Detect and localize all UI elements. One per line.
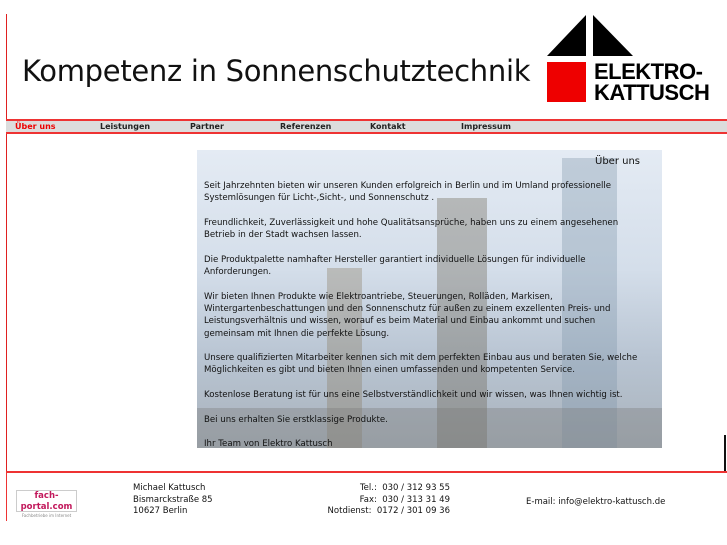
nav-impressum[interactable]: Impressum xyxy=(461,122,511,131)
headline: Kompetenz in Sonnenschutztechnik xyxy=(22,54,531,88)
paragraph: Unsere qualifizierten Mitarbeiter kennen sich mit dem perfekten Einbau aus und beraten Sie, welche Möglichkeiten es gibt und bieten Ihnen einen umfassenden und kompetenten Service. xyxy=(204,353,638,376)
main-nav xyxy=(6,119,727,134)
logo-text-line1: ELEKTRO- xyxy=(594,59,703,84)
frame-edge xyxy=(724,435,726,473)
badge-subtitle: Fachbetriebe im Internet xyxy=(21,513,72,518)
paragraph: Seit Jahrzehnten bieten wir unseren Kunden erfolgreich in Berlin und im Umland professionelle Systemlösungen für Licht-,Sicht-, und Sonnenschutz . xyxy=(204,181,612,204)
logo-red-square xyxy=(547,62,586,102)
phone-numbers xyxy=(322,483,450,518)
paragraph: Bei uns erhalten Sie erstklassige Produkte. xyxy=(204,414,388,425)
nav-leistungen[interactable]: Leistungen xyxy=(100,122,151,131)
address-street: Bismarckstraße 85 xyxy=(133,494,213,505)
phone-emergency: Notdienst: 0172 / 301 09 36 xyxy=(327,506,450,516)
phone-tel: Tel.: 030 / 312 93 55 xyxy=(359,483,450,493)
footer-edge xyxy=(6,473,7,521)
content-title: Über uns xyxy=(595,156,640,167)
paragraph-signoff: Ihr Team von Elektro Kattusch xyxy=(204,439,333,450)
nav-partner[interactable]: Partner xyxy=(190,122,224,131)
logo-roof-right xyxy=(593,15,633,56)
badge-title: fach-portal.com xyxy=(20,491,73,512)
address-city: 10627 Berlin xyxy=(133,506,188,516)
nav-kontakt[interactable]: Kontakt xyxy=(370,122,406,131)
paragraph: Kostenlose Beratung ist für uns eine Selbstverständlichkeit und wir wissen, was Ihnen wichtig ist. xyxy=(204,390,623,401)
nav-referenzen[interactable]: Referenzen xyxy=(280,122,332,131)
address xyxy=(133,483,213,518)
paragraph: Wir bieten Ihnen Produkte wie Elektroantriebe, Steuerungen, Rolläden, Markisen, Wintergartenbeschattungen und den Sonnenschutz für außen zu einem exzellenten Preis- und Leistungsverhältnis und wissen, worauf es beim Material und Einbau ankommt und suchen gemeinsam mit Ihnen die perfekte Lösung. xyxy=(204,291,611,339)
content-panel xyxy=(197,150,662,448)
fach-portal-badge[interactable] xyxy=(16,490,77,518)
paragraph: Die Produktpalette namhafter Hersteller garantiert individuelle Lösungen für individuelle Anforderungen. xyxy=(204,254,586,278)
paragraph: Freundlichkeit, Zuverlässigkeit und hohe Qualitätsansprüche, haben uns zu einem angesehenen Betrieb in der Stadt wachsen lassen. xyxy=(204,217,619,241)
footer-divider xyxy=(6,471,727,473)
email-link[interactable]: E-mail: info@elektro-kattusch.de xyxy=(526,497,666,507)
nav-ueber-uns[interactable]: Über uns xyxy=(15,122,56,131)
company-logo[interactable] xyxy=(546,15,722,105)
content-text xyxy=(204,180,664,451)
phone-fax: Fax: 030 / 313 31 49 xyxy=(359,494,450,505)
logo-text-line2: KATTUSCH xyxy=(594,80,710,105)
logo-roof-left xyxy=(547,15,586,56)
address-name: Michael Kattusch xyxy=(133,483,206,493)
